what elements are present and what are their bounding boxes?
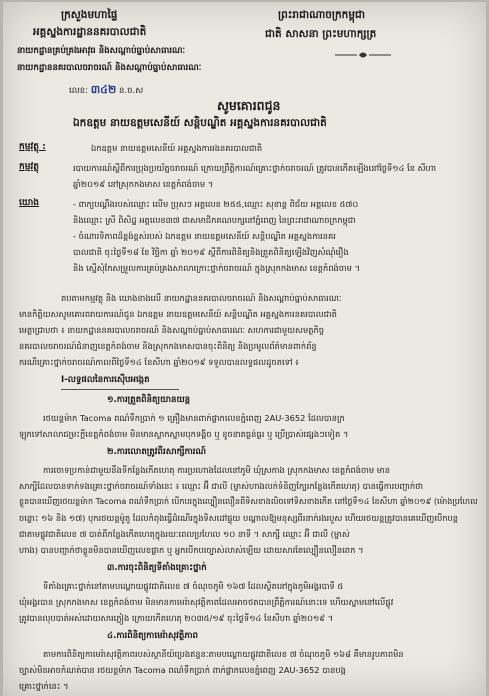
subsection-2-line-5: ជាតាមផ្លូវជាតិលេខ ៧ បាត់ពីកន្លែងកើតហេតុក្នុងរយៈពេលប្រហែល ១០ នាទី ។ សាក្សី ឈ្មោះ អ៊ី ជាលី (ម្ចាស់ bbox=[19, 529, 350, 539]
national-motto: ជាតិ សាសនា ព្រះមហាក្សត្រ bbox=[265, 28, 377, 40]
field-subject-line-1: របាយការណ៍ស្ដីពីការប្រុងប្រយ័ត្នចរាចរណ៍ ក្រោយព្រឹត្តិការណ៍គ្រោះថ្នាក់ចរាចរណ៍ ត្រូវបានកើតឡើងនៅថ្ងៃទី១៤ ខែ សីហា bbox=[73, 163, 437, 173]
section-heading-underline bbox=[61, 389, 179, 390]
subsection-2-heading: ២.ការលោតត្រូវពីរសាក្សីការណ៍ bbox=[107, 447, 207, 457]
ministry-name: ក្រសួងមហាផ្ទៃ bbox=[61, 9, 118, 21]
field-subject-line-2: ឆ្នាំ២០១៩ នៅស្រុកកងមាស ខេត្តកំពង់ចាម ។ bbox=[73, 179, 214, 189]
subsection-1-line-2: ឡុកទៅសាលាជម្រះក្ដីខេត្តកំពង់ចាម មិនមានស្លាកស្នាមបុកទង្គិច ឬ ខូចខាតធ្ងន់ធ្ងរ ឬ ប្រើប្រាស់ផ្សេងៗទៀត ។ bbox=[19, 429, 349, 439]
department-name-1: នាយកដ្ឋានគ្រប់គ្រងអាវុធ និងសណ្ដាប់ធ្នាប់សាធារណៈ bbox=[17, 46, 186, 56]
subsection-4-line-3: គ្រោះថ្នាក់នេះ ។ bbox=[19, 681, 69, 691]
field-reference-line-2: និងឈ្មោះ ស្រី ពិសិដ្ឋ អត្តលេខ៣៧ ជាសមាជិកគណបក្សនៅភ្នំពេញ នៃព្រះរាជាណាចក្រកម្ពុជា bbox=[73, 215, 356, 225]
reference-number bbox=[69, 84, 143, 96]
intro-line-2: មានកិត្តិយសសូមគោរពរាយការណ៍ជូន ឯកឧត្តម នាយឧត្តមសេនីយ៍ សន្តិបណ្ឌិត អគ្គស្នងការនគរបាលជាតិ bbox=[19, 309, 337, 319]
subsection-3-line-2: ឃុំអង្គរបាន ស្រុកកងមាស ខេត្តកំពង់ចាម មិនមានកាមេរ៉ាសុវត្ថិភាពដែលអាចថតបានព្រឹត្តិការណ៍នោះទេ ហើយស្នាមនៅលើផ្លូវ bbox=[19, 597, 394, 607]
subsection-3-heading: ៣.ការចុះពិនិត្យទីតាំងគ្រោះថ្នាក់ bbox=[107, 563, 207, 573]
salutation-heading: សូមគោរពជូន bbox=[217, 98, 281, 113]
intro-line-4: នគរបាលចរាចរណ៍ជំនាញខេត្តកំពង់ចាម និងស្រុកកងមាសបានចុះពិនិត្យ និងប្រមូលព័ត៌មានពាក់ព័ន្ធ bbox=[19, 341, 317, 351]
subsection-2-line-6: ហាង) បានបញ្ជាក់ថាខ្លួនមិនបានឃើញលេខផ្លាក ឬ អ្នកបើកបរច្បាស់លាស់ឡើយ ដោយសារតែល្បឿនលឿនពេក ។ bbox=[19, 545, 364, 555]
field-reference-line-1: - ពាក្យបណ្ដឹងរបស់ឈ្មោះ លើម ប្រុសៗ អត្តលេខ ២៥៥,ឈ្មោះ សុខាន្ត ពិជ័យ អត្តលេខ ៥៧០ bbox=[73, 199, 359, 209]
subsection-2-line-4: ចន្លោះ ១៦ និង ១៧) បុករថយន្តម៉ូតូ ដែលកំពុងធ្វើដំណើរក្នុងទិសដៅផ្ទុយ បណ្ដាលឱ្យមនុស្សពីរនាក់រងរបួស ហើយរថយន្តត្រូវបានគេឃើញបើកបន្ត bbox=[19, 513, 459, 523]
general-commissariat-name: អគ្គស្នងការដ្ឋាននគរបាលជាតិ bbox=[33, 26, 147, 38]
field-reference-line-3: - ចំណារទិភាពដ៏ខ្ពង់ខ្ពស់របស់ ឯកឧត្តម នាយឧត្តមសេនីយ៍ សន្តិបណ្ឌិត អគ្គស្នងការនគរ bbox=[73, 231, 336, 241]
reference-handwritten-number: ៣៤២ bbox=[90, 83, 117, 96]
subsection-1-heading: ១.ការត្រួតពិនិត្យយានយន្ត bbox=[107, 395, 191, 405]
subsection-4-line-2: ច្បាស់មិនអាចកំណត់បាន រថយន្តម៉ាក Tacoma ពណ៌ទឹកប្រាក់ ពាក់ផ្លាកលេខភ្នំពេញ 2AU-3652 បានបង្ក bbox=[19, 665, 346, 675]
subsection-2-line-2: សាក្សីដែលបានទាក់ទងគ្រោះថ្នាក់ចរាចរណ៍ទាំងនេះ ៖ ឈ្មោះ អ៊ី ជាលី (ម្ចាស់ហាងលក់ទំនិញក្បែរកន្លែងកើតហេតុ) បានធ្វើការបញ្ជាក់ថា bbox=[19, 481, 424, 491]
section-heading-findings: I-លទ្ធផលនៃការស៊ើបអង្កេត bbox=[61, 375, 150, 385]
subsection-4-heading: ៤.ការពិនិត្យកាមេរ៉ាសុវត្ថិភាព bbox=[107, 631, 199, 641]
field-reference-line-5: និង ស្នើសុំកែសម្រួលការគ្រប់គ្រងសាលាក្រោះថ្នាក់ចរាចរណ៍ ក្នុងស្រុកកងមាស ខេត្តកំពង់ចាម ។ bbox=[73, 263, 361, 273]
field-label-subject: កម្មវត្ថុ bbox=[19, 162, 39, 172]
document-page bbox=[3, 2, 486, 696]
kingdom-name: ព្រះរាជាណាចក្រកម្ពុជា bbox=[278, 9, 366, 21]
subsection-1-line-1: រថយន្តម៉ាក Tacoma ពណ៌ទឹកប្រាក់ ១ គ្រឿងមានពាក់ផ្លាកលេខភ្នំពេញ 2AU-3652 ដែលបានក្រ bbox=[43, 413, 345, 423]
intro-line-5: ករណីគ្រោះថ្នាក់ចរាចរណ៍កាលពីថ្ងៃទី១៤ ខែសីហា ឆ្នាំ២០១៩ ទទួលបានលទ្ធផលដូចតទៅ ៖ bbox=[19, 357, 299, 367]
reference-suffix: ន.ច.ស bbox=[118, 86, 144, 96]
subsection-3-line-1: ទីតាំងគ្រោះថ្នាក់នៅតាមបណ្ដោយផ្លូវជាតិលេខ ៧ ចំណុចភូមិ ១៦៧ ដែលស្ថិតនៅក្នុងភូមិអង្គរបាទី ៥ bbox=[43, 581, 344, 591]
field-reference-line-4: បាលជាតិ ចុះថ្ងៃទី១៨ ខែ វិច្ឆិកា ឆ្នាំ ២០១៩ ស្ដីពីការពិនិត្យនិងត្រួតពិនិត្យឡើងវិញសំណុំរឿង bbox=[73, 247, 349, 257]
recipient-title: ឯកឧត្តម នាយឧត្តមសេនីយ៍ សន្តិបណ្ឌិត អគ្គស្នងការនគរបាលជាតិ bbox=[73, 117, 327, 129]
intro-line-3: មេត្តាជ្រាបថា ៖ នាយកដ្ឋាននគរបាលចរាចរណ៍ និងសណ្ដាប់ធ្នាប់សាធារណៈ សហការជាមួយសមត្ថកិច្ច bbox=[19, 325, 325, 335]
decorative-ornament bbox=[333, 50, 393, 60]
subsection-2-line-3: ខ្លួនបានឃើញរថយន្តម៉ាក Tacoma ពណ៌ទឹកប្រាក់ បើកបរក្នុងល្បឿនលឿនពីទិសខាងលិចទៅទិសខាងកើត នៅថ្ងៃទី១៤ ខែសីហា ឆ្នាំ២០១៩ (ម៉ោងប្រហែល bbox=[19, 497, 478, 506]
field-label-reference: យោង bbox=[19, 198, 39, 208]
subsection-3-line-3: ត្រូវបានលុបបាត់អស់ដោយសារភ្លៀង ក្រោយកើតហេតុ ២០៣៥/១៩ ចុះថ្ងៃទី១៤ ខែសីហា ឆ្នាំ២០១៩ ។ bbox=[19, 613, 334, 623]
field-label-to: កម្មវត្ថុ : bbox=[19, 142, 46, 152]
subsection-2-line-1: ការចោទប្រកាន់ជាមួយនឹងទីកន្លែងកើតហេតុ ការប្រហោងដែលនៅភូមិ ឃុំស្រកាង ស្រុកកងមាស ខេត្តកំពង់ចាម មាន bbox=[43, 465, 390, 475]
reference-prefix: លេខ: bbox=[69, 86, 89, 96]
subsection-4-line-1: តាមការពិនិត្យកាមេរ៉ាសុវត្ថិភាពរបស់ស្ថានីយ៍ប្រេងឥន្ធនៈតាមបណ្ដោយផ្លូវជាតិលេខ ៧ ចំណុចភូមិ ១៦៨ គឺមានរូបភាពមិន bbox=[43, 649, 404, 659]
department-name-2: នាយកដ្ឋាននគរបាលចរាចរណ៍ និងសណ្ដាប់ធ្នាប់សាធារណៈ bbox=[17, 63, 202, 73]
field-to-text: ឯកឧត្តម នាយឧត្តមសេនីយ៍ អគ្គស្នងការរងនគរបាលជាតិ bbox=[91, 143, 263, 153]
intro-line-1: តបតាមកម្មវត្ថុ និង យោងខាងលើ នាយកដ្ឋាននគរបាលចរាចរណ៍ និងសណ្ដាប់ធ្នាប់សាធារណៈ bbox=[61, 293, 342, 303]
